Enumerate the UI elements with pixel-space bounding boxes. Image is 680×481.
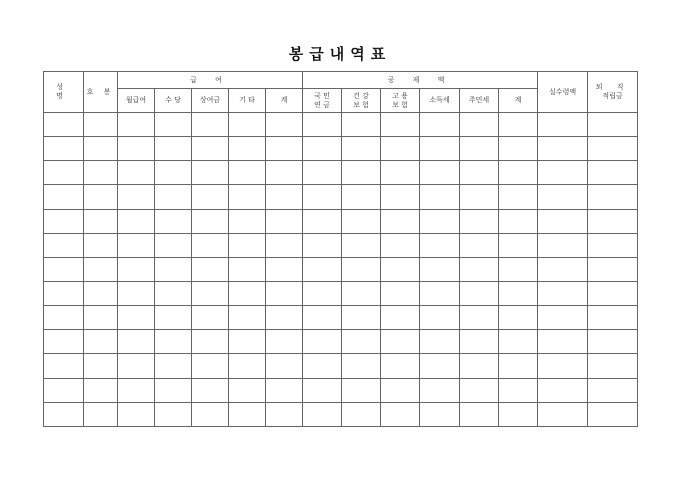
- table-cell[interactable]: [588, 281, 638, 305]
- table-body: [44, 113, 638, 427]
- table-cell[interactable]: [342, 185, 381, 209]
- table-row: [44, 209, 638, 233]
- table-cell[interactable]: [499, 113, 538, 137]
- table-cell[interactable]: [266, 306, 303, 330]
- table-cell[interactable]: [588, 161, 638, 185]
- table-cell[interactable]: [192, 233, 229, 257]
- header-col-label-line2: 보 험: [392, 100, 408, 109]
- page-title: 봉급내역표: [288, 45, 392, 63]
- table-cell[interactable]: [44, 257, 84, 281]
- table-cell[interactable]: [499, 233, 538, 257]
- header-col-label-line1: 월급여: [125, 96, 147, 104]
- table-cell[interactable]: [381, 209, 420, 233]
- header-col-label-line1: 기 타: [239, 96, 255, 104]
- table-cell[interactable]: [44, 330, 84, 354]
- table-cell[interactable]: [460, 402, 499, 426]
- header-pay-col: [192, 89, 229, 113]
- table-cell[interactable]: [420, 161, 460, 185]
- table-cell[interactable]: [303, 378, 342, 402]
- table-cell[interactable]: [192, 209, 229, 233]
- header-deduction-col: [342, 89, 381, 113]
- table-cell[interactable]: [381, 354, 420, 378]
- table-cell[interactable]: [342, 281, 381, 305]
- table-cell[interactable]: [342, 137, 381, 161]
- table-cell[interactable]: [588, 233, 638, 257]
- table-cell[interactable]: [588, 137, 638, 161]
- table-cell[interactable]: [499, 330, 538, 354]
- table-cell[interactable]: [588, 185, 638, 209]
- table-cell[interactable]: [420, 354, 460, 378]
- table-cell[interactable]: [229, 185, 266, 209]
- table-cell[interactable]: [381, 185, 420, 209]
- table-cell[interactable]: [118, 306, 155, 330]
- table-cell[interactable]: [538, 354, 588, 378]
- header-deduction-col: [499, 89, 538, 113]
- table-cell[interactable]: [229, 378, 266, 402]
- table-cell[interactable]: [538, 281, 588, 305]
- table-cell[interactable]: [420, 137, 460, 161]
- table-cell[interactable]: [84, 330, 118, 354]
- table-cell[interactable]: [303, 113, 342, 137]
- table-cell[interactable]: [118, 209, 155, 233]
- table-cell[interactable]: [538, 137, 588, 161]
- table-cell[interactable]: [266, 330, 303, 354]
- table-cell[interactable]: [44, 233, 84, 257]
- table-cell[interactable]: [44, 306, 84, 330]
- table-cell[interactable]: [118, 354, 155, 378]
- table-cell[interactable]: [420, 233, 460, 257]
- table-cell[interactable]: [420, 306, 460, 330]
- table-row: [44, 402, 638, 426]
- header-pay-group-label: 급 여: [190, 75, 230, 84]
- table-cell[interactable]: [499, 281, 538, 305]
- table-cell[interactable]: [588, 113, 638, 137]
- table-cell[interactable]: [420, 185, 460, 209]
- table-cell[interactable]: [155, 233, 192, 257]
- table-cell[interactable]: [118, 113, 155, 137]
- table-cell[interactable]: [84, 233, 118, 257]
- table-row: [44, 330, 638, 354]
- table-cell[interactable]: [84, 402, 118, 426]
- table-cell[interactable]: [44, 402, 84, 426]
- table-cell[interactable]: [303, 185, 342, 209]
- table-cell[interactable]: [84, 354, 118, 378]
- table-cell[interactable]: [266, 137, 303, 161]
- header-deduction-group: [303, 72, 538, 89]
- table-cell[interactable]: [118, 161, 155, 185]
- table-cell[interactable]: [192, 306, 229, 330]
- table-cell[interactable]: [303, 257, 342, 281]
- table-cell[interactable]: [303, 281, 342, 305]
- table-cell[interactable]: [460, 281, 499, 305]
- table-cell[interactable]: [538, 113, 588, 137]
- table-cell[interactable]: [84, 281, 118, 305]
- header-name-label: 성 명: [56, 83, 71, 100]
- table-cell[interactable]: [118, 281, 155, 305]
- table-cell[interactable]: [155, 402, 192, 426]
- table-cell[interactable]: [538, 161, 588, 185]
- table-cell[interactable]: [84, 185, 118, 209]
- table-cell[interactable]: [192, 257, 229, 281]
- table-cell[interactable]: [155, 281, 192, 305]
- table-cell[interactable]: [303, 306, 342, 330]
- table-cell[interactable]: [266, 233, 303, 257]
- table-cell[interactable]: [381, 281, 420, 305]
- table-cell[interactable]: [588, 306, 638, 330]
- table-cell[interactable]: [342, 402, 381, 426]
- table-cell[interactable]: [118, 257, 155, 281]
- table-cell[interactable]: [588, 209, 638, 233]
- table-cell[interactable]: [155, 306, 192, 330]
- table-cell[interactable]: [499, 185, 538, 209]
- table-cell[interactable]: [84, 161, 118, 185]
- header-col-label-line1: 건 강: [353, 91, 369, 100]
- header-col-label-line2: 보 험: [353, 100, 369, 109]
- table-cell[interactable]: [229, 354, 266, 378]
- table-cell[interactable]: [460, 137, 499, 161]
- table-cell[interactable]: [192, 161, 229, 185]
- header-pay-col: [229, 89, 266, 113]
- table-cell[interactable]: [499, 354, 538, 378]
- table-cell[interactable]: [44, 137, 84, 161]
- table-cell[interactable]: [229, 306, 266, 330]
- table-cell[interactable]: [499, 209, 538, 233]
- table-cell[interactable]: [229, 137, 266, 161]
- table-cell[interactable]: [229, 113, 266, 137]
- table-row: [44, 257, 638, 281]
- table-cell[interactable]: [229, 257, 266, 281]
- table-cell[interactable]: [420, 209, 460, 233]
- table-cell[interactable]: [44, 209, 84, 233]
- header-deduction-col: [460, 89, 499, 113]
- table-cell[interactable]: [303, 330, 342, 354]
- table-row: [44, 233, 638, 257]
- table-cell[interactable]: [192, 378, 229, 402]
- table-row: [44, 354, 638, 378]
- header-name: [44, 72, 84, 113]
- table-cell[interactable]: [460, 209, 499, 233]
- table-cell[interactable]: [266, 113, 303, 137]
- header-col-label-line1: 고 용: [392, 91, 408, 100]
- header-deduction-group-label: 공 제 액: [387, 75, 453, 84]
- table-cell[interactable]: [538, 402, 588, 426]
- table-cell[interactable]: [155, 161, 192, 185]
- header-retirement-line2: 적립금: [602, 92, 623, 100]
- table-cell[interactable]: [588, 257, 638, 281]
- table-cell[interactable]: [266, 185, 303, 209]
- table-cell[interactable]: [44, 354, 84, 378]
- table-cell[interactable]: [381, 378, 420, 402]
- table-cell[interactable]: [303, 354, 342, 378]
- table-cell[interactable]: [460, 233, 499, 257]
- table-cell[interactable]: [342, 161, 381, 185]
- table-cell[interactable]: [303, 161, 342, 185]
- header-net-pay-label: 실수령액: [549, 87, 577, 96]
- table-cell[interactable]: [460, 185, 499, 209]
- table-cell[interactable]: [538, 306, 588, 330]
- table-cell[interactable]: [84, 257, 118, 281]
- header-net-pay: [538, 72, 588, 113]
- table-cell[interactable]: [303, 209, 342, 233]
- table-row: [44, 137, 638, 161]
- table-cell[interactable]: [342, 233, 381, 257]
- table-row: [44, 306, 638, 330]
- table-cell[interactable]: [538, 233, 588, 257]
- table-cell[interactable]: [499, 378, 538, 402]
- table-cell[interactable]: [460, 113, 499, 137]
- table-cell[interactable]: [266, 354, 303, 378]
- header-deduction-col: [420, 89, 460, 113]
- table-cell[interactable]: [538, 257, 588, 281]
- table-cell[interactable]: [192, 137, 229, 161]
- table-cell[interactable]: [342, 378, 381, 402]
- table-cell[interactable]: [499, 402, 538, 426]
- table-cell[interactable]: [118, 233, 155, 257]
- table-cell[interactable]: [342, 257, 381, 281]
- table-cell[interactable]: [266, 378, 303, 402]
- table-cell[interactable]: [538, 185, 588, 209]
- header-pay-group: [118, 72, 303, 89]
- table-cell[interactable]: [118, 185, 155, 209]
- table-cell[interactable]: [229, 281, 266, 305]
- table-cell[interactable]: [84, 209, 118, 233]
- table-cell[interactable]: [499, 257, 538, 281]
- table-cell[interactable]: [266, 257, 303, 281]
- table-cell[interactable]: [266, 402, 303, 426]
- header-col-label-line2: 연 금: [314, 100, 330, 109]
- table-cell[interactable]: [420, 113, 460, 137]
- table-cell[interactable]: [538, 330, 588, 354]
- table-cell[interactable]: [192, 185, 229, 209]
- table-cell[interactable]: [118, 330, 155, 354]
- table-row: [44, 185, 638, 209]
- header-retirement: [588, 72, 638, 113]
- header-deduction-col: [381, 89, 420, 113]
- header-col-label-line1: 계: [514, 96, 522, 104]
- table-cell[interactable]: [192, 354, 229, 378]
- table-cell[interactable]: [460, 161, 499, 185]
- table-cell[interactable]: [266, 161, 303, 185]
- header-col-label-line1: 계: [280, 96, 288, 104]
- table-cell[interactable]: [266, 281, 303, 305]
- table-cell[interactable]: [155, 330, 192, 354]
- table-cell[interactable]: [303, 402, 342, 426]
- header-pay-col: [118, 89, 155, 113]
- table-cell[interactable]: [588, 354, 638, 378]
- table-cell[interactable]: [381, 137, 420, 161]
- table-cell[interactable]: [588, 402, 638, 426]
- table-cell[interactable]: [192, 402, 229, 426]
- table-cell[interactable]: [155, 113, 192, 137]
- table-row: [44, 161, 638, 185]
- header-pay-col: [155, 89, 192, 113]
- table-cell[interactable]: [84, 137, 118, 161]
- table-cell[interactable]: [229, 330, 266, 354]
- table-cell[interactable]: [84, 378, 118, 402]
- table-cell[interactable]: [499, 137, 538, 161]
- table-cell[interactable]: [155, 257, 192, 281]
- header-rank-label: 호 봉: [86, 87, 115, 96]
- table-cell[interactable]: [420, 257, 460, 281]
- table-cell[interactable]: [460, 330, 499, 354]
- table-header: [44, 72, 638, 113]
- table-cell[interactable]: [155, 185, 192, 209]
- table-cell[interactable]: [342, 209, 381, 233]
- header-col-label-line1: 국 민: [314, 91, 330, 100]
- table-cell[interactable]: [342, 354, 381, 378]
- table-cell[interactable]: [192, 113, 229, 137]
- table-cell[interactable]: [460, 354, 499, 378]
- table-cell[interactable]: [118, 378, 155, 402]
- table-cell[interactable]: [588, 378, 638, 402]
- table-cell[interactable]: [381, 257, 420, 281]
- table-cell[interactable]: [229, 209, 266, 233]
- table-cell[interactable]: [420, 330, 460, 354]
- header-deduction-col: [303, 89, 342, 113]
- table-cell[interactable]: [155, 209, 192, 233]
- table-cell[interactable]: [44, 378, 84, 402]
- table-cell[interactable]: [538, 209, 588, 233]
- table-cell[interactable]: [84, 306, 118, 330]
- salary-table: [43, 71, 638, 427]
- table-cell[interactable]: [229, 233, 266, 257]
- table-cell[interactable]: [588, 330, 638, 354]
- header-rank: [84, 72, 118, 113]
- table-cell[interactable]: [192, 330, 229, 354]
- table-cell[interactable]: [155, 378, 192, 402]
- table-row: [44, 113, 638, 137]
- table-cell[interactable]: [303, 233, 342, 257]
- table-cell[interactable]: [44, 185, 84, 209]
- table-cell[interactable]: [538, 378, 588, 402]
- table-cell[interactable]: [84, 113, 118, 137]
- header-col-label-line1: 주민세: [468, 96, 490, 104]
- table-cell[interactable]: [420, 378, 460, 402]
- table-cell[interactable]: [118, 137, 155, 161]
- table-cell[interactable]: [155, 354, 192, 378]
- table-cell[interactable]: [381, 330, 420, 354]
- table-cell[interactable]: [118, 402, 155, 426]
- header-col-label-line1: 상여금: [199, 96, 221, 104]
- table-row: [44, 378, 638, 402]
- table-cell[interactable]: [192, 281, 229, 305]
- table-cell[interactable]: [342, 306, 381, 330]
- header-retirement-line1: 퇴 직: [595, 83, 630, 91]
- table-cell[interactable]: [381, 161, 420, 185]
- table-cell[interactable]: [44, 281, 84, 305]
- table-cell[interactable]: [381, 306, 420, 330]
- header-pay-col: [266, 89, 303, 113]
- header-col-label-line1: 소득세: [429, 96, 450, 104]
- table-cell[interactable]: [342, 330, 381, 354]
- table-cell[interactable]: [229, 402, 266, 426]
- header-col-label-line1: 수 당: [165, 96, 181, 104]
- table-cell[interactable]: [381, 233, 420, 257]
- table-cell[interactable]: [499, 306, 538, 330]
- table-cell[interactable]: [420, 281, 460, 305]
- table-cell[interactable]: [420, 402, 460, 426]
- table-cell[interactable]: [460, 257, 499, 281]
- table-cell[interactable]: [460, 378, 499, 402]
- table-cell[interactable]: [499, 161, 538, 185]
- table-cell[interactable]: [229, 161, 266, 185]
- table-cell[interactable]: [381, 113, 420, 137]
- table-cell[interactable]: [155, 137, 192, 161]
- table-cell[interactable]: [266, 209, 303, 233]
- table-cell[interactable]: [44, 113, 84, 137]
- table-cell[interactable]: [342, 113, 381, 137]
- table-cell[interactable]: [303, 137, 342, 161]
- table-cell[interactable]: [381, 402, 420, 426]
- table-row: [44, 281, 638, 305]
- table-cell[interactable]: [460, 306, 499, 330]
- table-cell[interactable]: [44, 161, 84, 185]
